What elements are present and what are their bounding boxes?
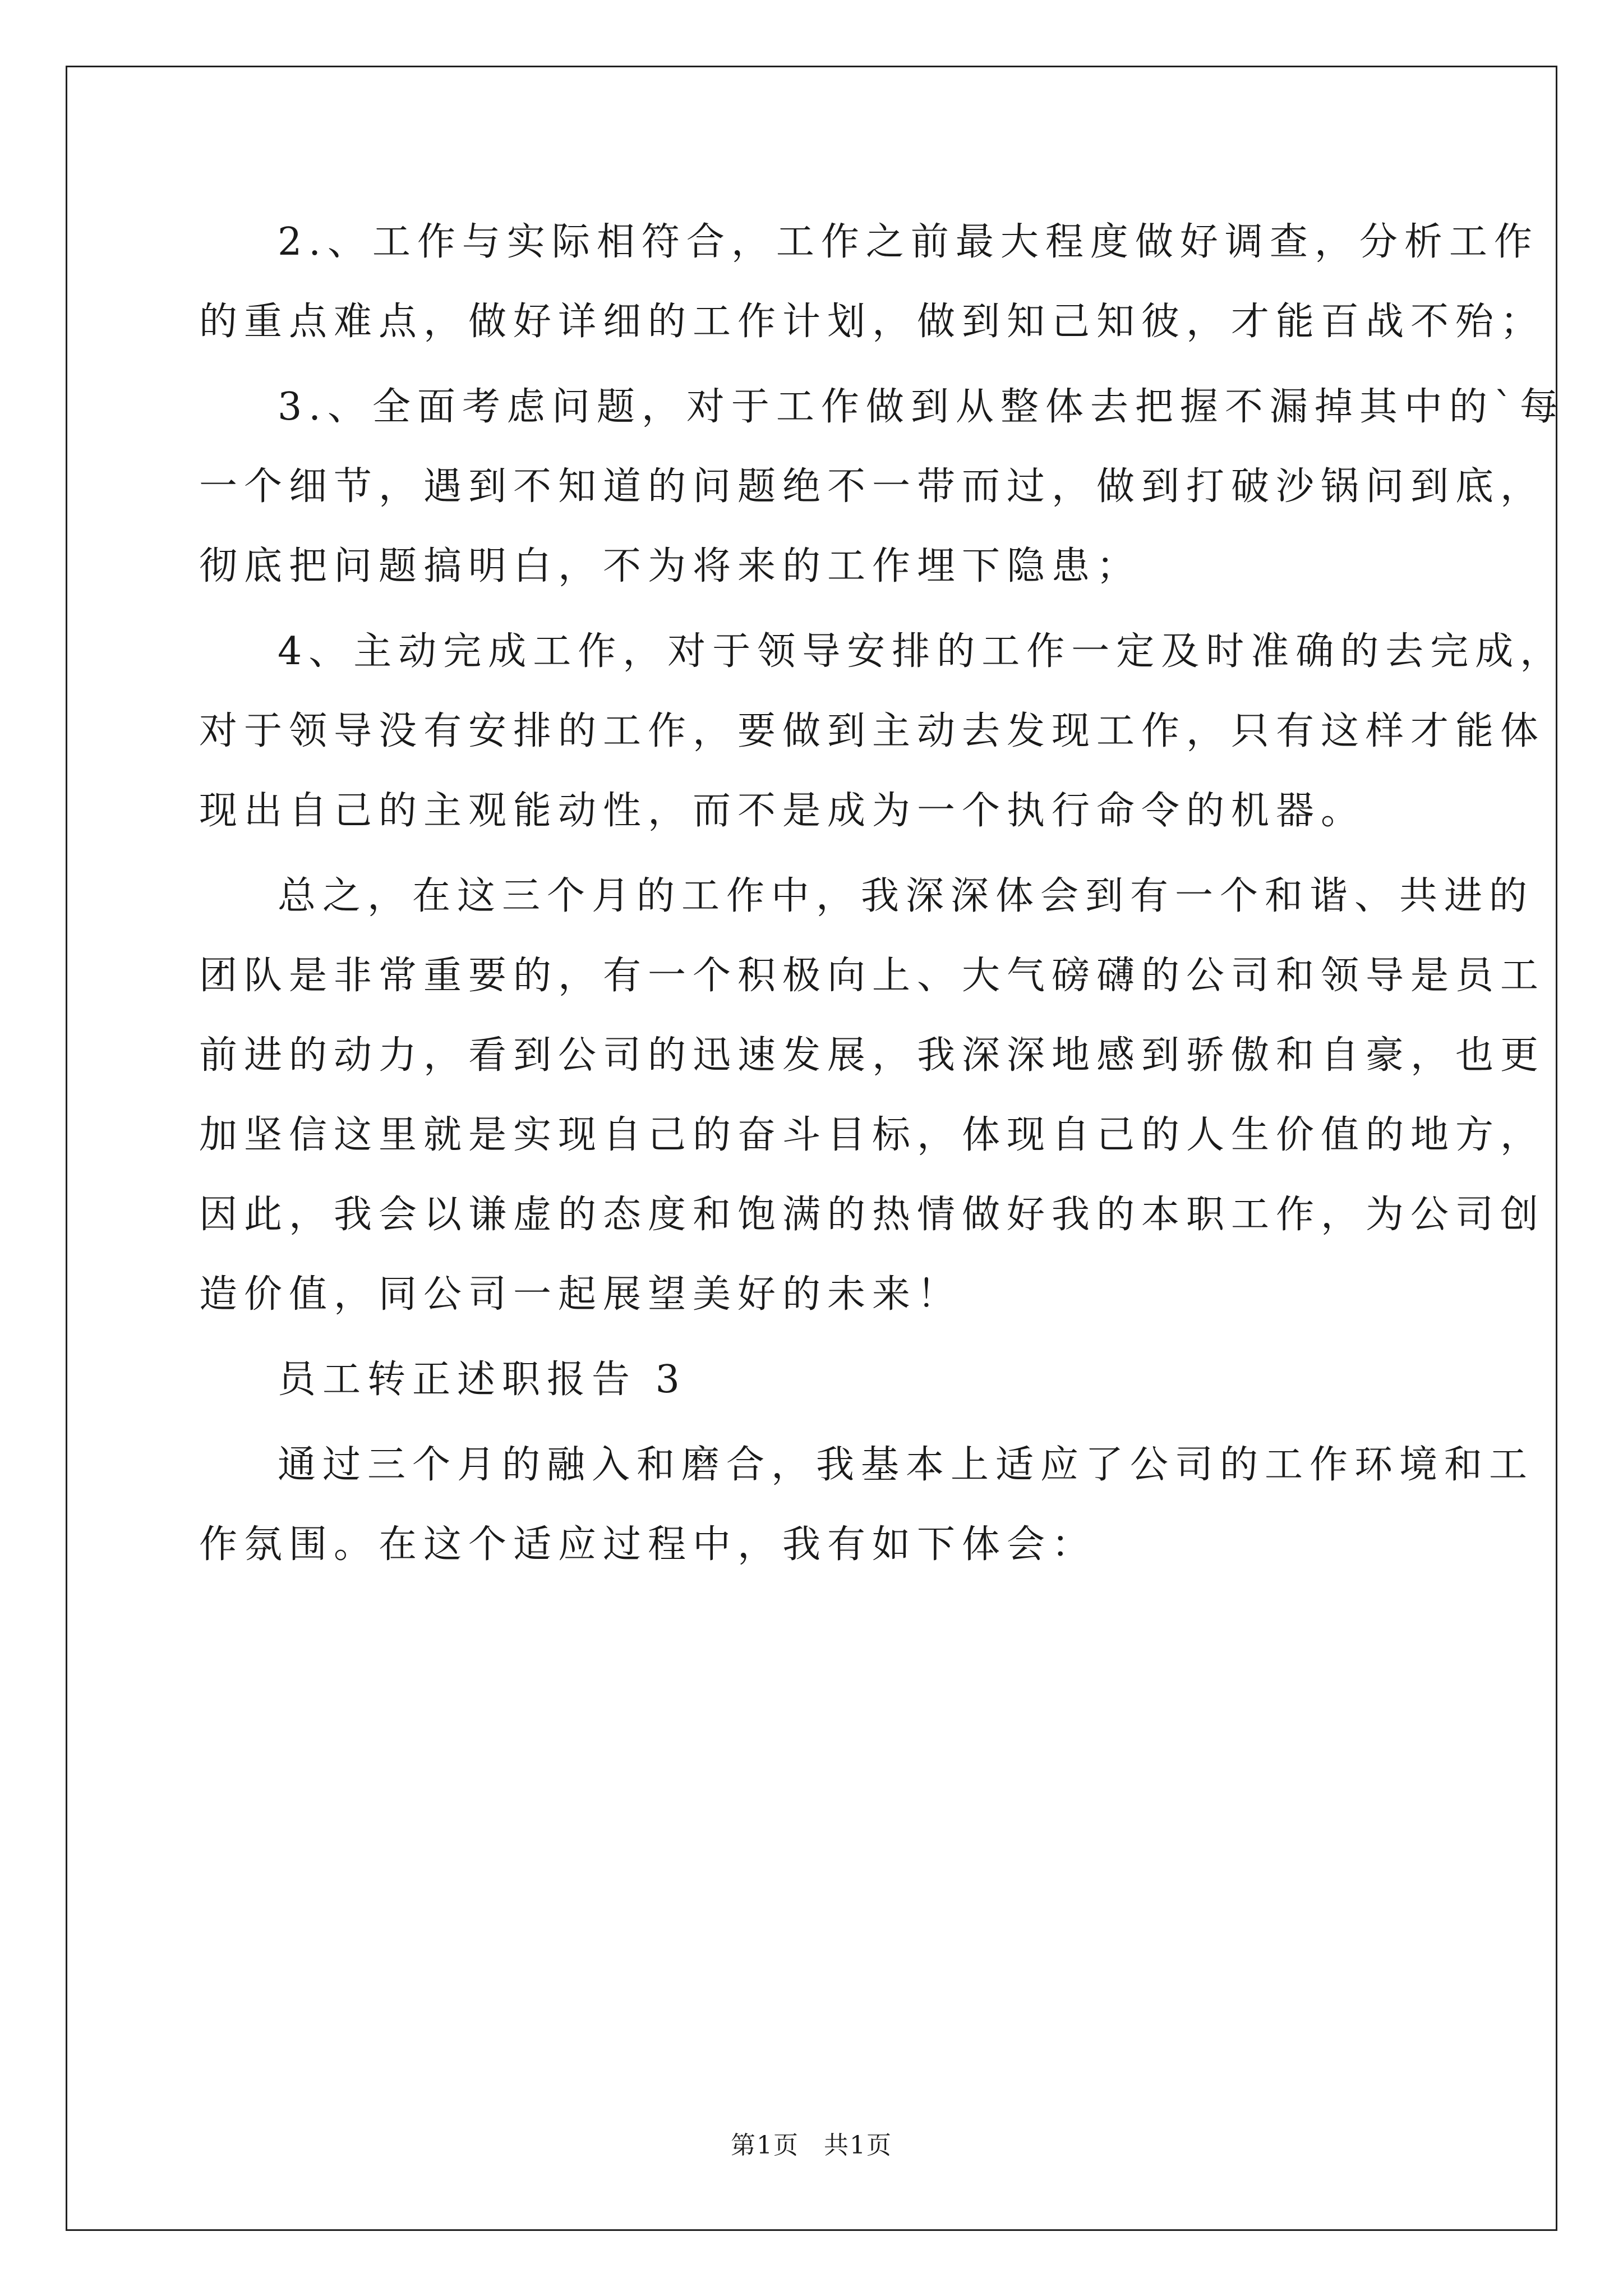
text-line: 总之，在这三个月的工作中，我深深体会到有一个和谐、共进的 — [278, 874, 1534, 918]
text-line: 因此，我会以谦虚的态度和饱满的热情做好我的本职工作，为公司创 — [199, 1193, 1546, 1237]
text-line: 一个细节，遇到不知道的问题绝不一带而过，做到打破沙锅问到底， — [199, 464, 1546, 509]
section-heading: 员工转正述职报告 3 — [278, 1358, 686, 1402]
text-line: 2.、工作与实际相符合，工作之前最大程度做好调查，分析工作 — [278, 220, 1539, 264]
text-line: 前进的动力，看到公司的迅速发展，我深深地感到骄傲和自豪，也更 — [199, 1033, 1546, 1078]
text-line: 4、主动完成工作，对于领导安排的工作一定及时准确的去完成， — [278, 629, 1565, 674]
page-footer — [0, 2129, 1623, 2162]
text-line: 团队是非常重要的，有一个积极向上、大气磅礴的公司和领导是员工 — [199, 954, 1546, 998]
text-line: 造价值，同公司一起展望美好的未来！ — [199, 1272, 962, 1317]
text-line: 通过三个月的融入和磨合，我基本上适应了公司的工作环境和工 — [278, 1443, 1534, 1487]
text-line: 现出自己的主观能动性，而不是成为一个执行命令的机器。 — [199, 789, 1366, 833]
text-line: 3.、全面考虑问题，对于工作做到从整体去把握不漏掉其中的`每 — [278, 385, 1565, 429]
text-line: 作氛围。在这个适应过程中，我有如下体会： — [199, 1522, 1097, 1567]
page-total: 共1页 — [824, 2131, 892, 2160]
page-number: 第1页 — [731, 2131, 799, 2160]
text-line: 加坚信这里就是实现自己的奋斗目标，体现自己的人生价值的地方， — [199, 1113, 1546, 1157]
text-line: 彻底把问题搞明白，不为将来的工作埋下隐患； — [199, 544, 1142, 588]
text-line: 对于领导没有安排的工作，要做到主动去发现工作，只有这样才能体 — [199, 709, 1546, 753]
text-line: 的重点难点，做好详细的工作计划，做到知己知彼，才能百战不殆； — [199, 300, 1546, 344]
